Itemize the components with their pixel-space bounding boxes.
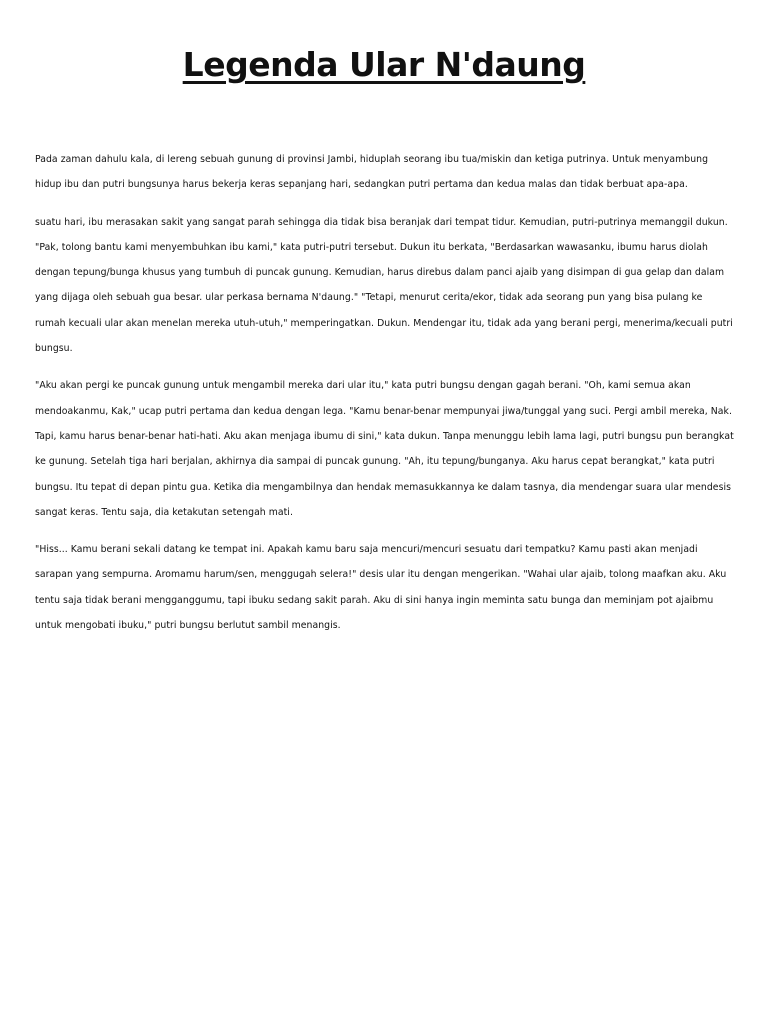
story-body	[35, 147, 735, 650]
story-paragraph-4: "Hiss... Kamu berani sekali datang ke tempat ini. Apakah kamu baru saja mencuri/mencuri sesuatu dari tempatku? Kamu pasti akan menjadi sarapan yang sempurna. Aromamu harum/sen, menggugah selera!" desis ular itu dengan mengerikan. "Wahai ular ajaib, tolong maafkan aku. Aku tentu saja tidak berani mengganggumu, tapi ibuku sedang sakit parah. Aku di sini hanya ingin meminta satu bunga dan meminjam pot ajaibmu untuk mengobati ibuku," putri bungsu berlutut sambil menangis.	[35, 544, 727, 632]
story-paragraph-3: "Aku akan pergi ke puncak gunung untuk mengambil mereka dari ular itu," kata putri bungsu dengan gagah berani. "Oh, kami semua akan mendoakanmu, Kak," ucap putri pertama dan kedua dengan lega. "Kamu benar-benar mempunyai jiwa/tunggal yang suci. Pergi ambil mereka, Nak. Tapi, kamu harus benar-benar hati-hati. Aku akan menjaga ibumu di sini," kata dukun. Tanpa menunggu lebih lama lagi, putri bungsu pun berangkat ke gunung. Setelah tiga hari berjalan, akhirnya dia sampai di puncak gunung. "Ah, itu tepung/bunganya. Aku harus cepat berangkat," kata putri bungsu. Itu tepat di depan pintu gua. Ketika dia mengambilnya dan hendak memasukkannya ke dalam tasnya, dia mendengar suara ular mendesis sangat keras. Tentu saja, dia ketakutan setengah mati.	[35, 380, 734, 518]
document-title: Legenda Ular N'daung	[182, 45, 586, 84]
story-paragraph-1: Pada zaman dahulu kala, di lereng sebuah gunung di provinsi Jambi, hiduplah seorang ibu tua/miskin dan ketiga putrinya. Untuk menyambung hidup ibu dan putri bungsunya harus bekerja keras sepanjang hari, sedangkan putri pertama dan kedua malas dan tidak berbuat apa-apa.	[35, 154, 709, 191]
story-paragraph-2: suatu hari, ibu merasakan sakit yang sangat parah sehingga dia tidak bisa beranjak dari tempat tidur. Kemudian, putri-putrinya memanggil dukun. "Pak, tolong bantu kami menyembuhkan ibu kami," kata putri-putri tersebut. Dukun itu berkata, "Berdasarkan wawasanku, ibumu harus diolah dengan tepung/bunga khusus yang tumbuh di puncak gunung. Kemudian, harus direbus dalam panci ajaib yang disimpan di gua gelap dan dalam yang dijaga oleh sebuah gua besar. ular perkasa bernama N'daung." "Tetapi, menurut cerita/ekor, tidak ada seorang pun yang bisa pulang ke rumah kecuali ular akan menelan mereka utuh-utuh," memperingatkan. Dukun. Mendengar itu, tidak ada yang berani pergi, menerima/kecuali putri bungsu.	[35, 216, 733, 355]
